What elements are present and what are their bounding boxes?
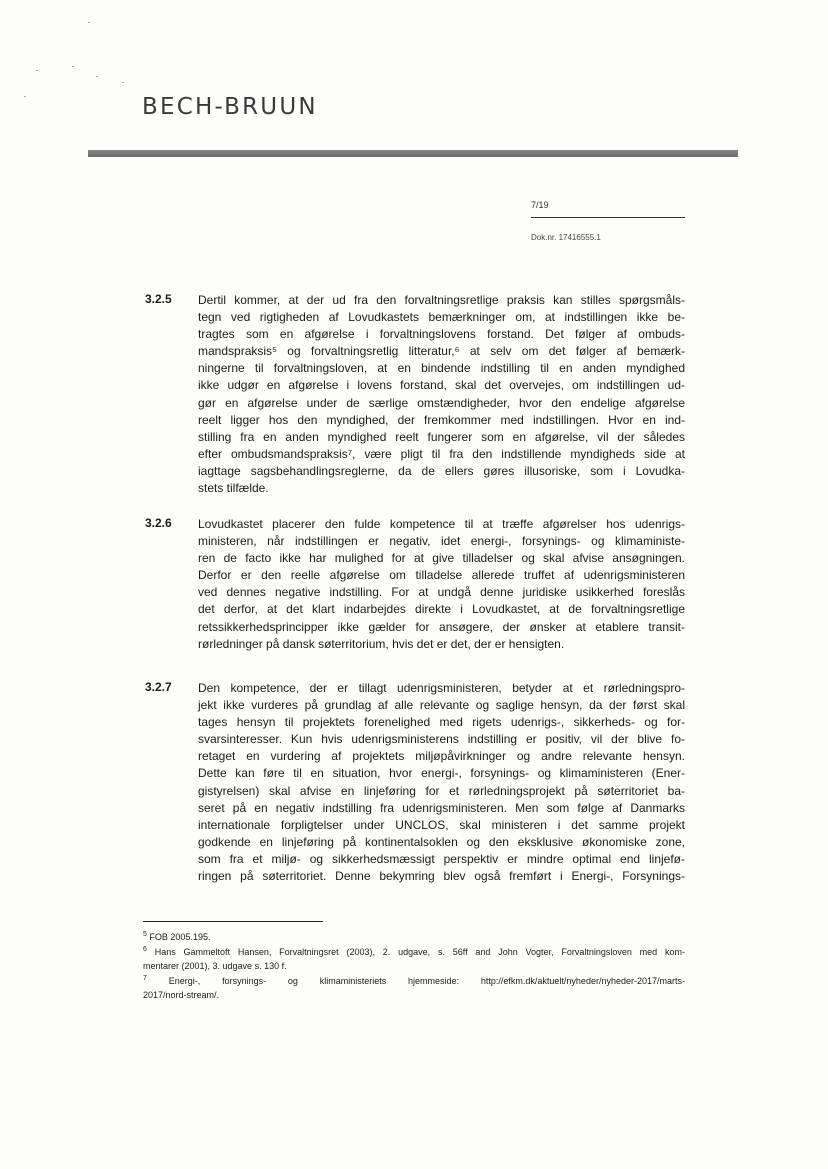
page-number: 7/19 (531, 200, 549, 210)
footnote-text: FOB 2005.195. (149, 932, 211, 942)
text-line: Den kompetence, der er tillagt udenrigsministeren, betyder at et rørledningspro- (198, 681, 685, 695)
text-line: gør en afgørelse under de særlige omstændigheder, hvor den endelige afgørelse (198, 395, 685, 410)
text-line: ministeren, når indstillingen er negativ, idet energi-, forsynings- og klimaministe- (198, 534, 685, 549)
text-line: Derfor er den reelle afgørelse om tilladelse allerede truffet af udenrigsministeren (198, 568, 685, 583)
text-line: tragtes som en afgørelse i forvaltningslovens forstand. Det følger af ombuds- (198, 327, 685, 342)
footnote-5 (143, 930, 685, 945)
scan-speck (72, 66, 74, 67)
text-line: svarsinteresser. Kun hvis udenrigsministerens indstilling er positiv, vil der blive fo- (198, 732, 685, 747)
footnote-text: mentarer (2001), 3. udgave s. 130 f. (143, 961, 287, 972)
section-body (198, 680, 685, 885)
text-line: gistyrelsen) skal afvise en linjeføring for et rørledningsprojekt på søterritoriet ba- (198, 783, 685, 798)
footnote-text: Hans Gammeltoft Hansen, Forvaltningsret (2003), 2. udgave, s. 56ff and John Vogter, Forvaltningsloven med kom- (154, 946, 685, 957)
scan-speck (96, 76, 98, 77)
footnote-separator (143, 921, 323, 922)
text-line: tages hensyn til projektets forenelighed med rigets udenrigs-, sikkerheds- og for- (198, 715, 685, 730)
text-line: det derfor, at det klart indarbejdes direkte i Lovudkastet, at de forvaltningsretlige (198, 602, 685, 617)
text-line: reelt ligger hos den myndighed, der fremkommer med indstillingen. Hvor en ind- (198, 412, 685, 427)
scan-speck (36, 70, 38, 71)
footnote-text: Energi-, forsynings- og klimaministeriets hjemmeside: http://efkm.dk/aktuelt/nyheder/nyheder-2017/marts- (168, 975, 685, 986)
text-line: retssikkerhedsprincipper ikke gælder for ansøgere, der ønsker at etablere transit- (198, 619, 685, 634)
text-line: stets tilfælde. (198, 481, 269, 496)
page-number-rule (531, 217, 685, 218)
text-line: ved dennes negative indstilling. For at undgå denne juridiske usikkerhed foreslås (198, 585, 685, 600)
scan-speck (24, 96, 26, 97)
section-number: 3.2.6 (145, 516, 172, 530)
scan-speck (88, 22, 90, 23)
text-line: ren de facto ikke har mulighed for at give tilladelser og skal afvise ansøgningen. (198, 551, 685, 566)
text-line: som fra et miljø- og sikkerhedsmæssigt perspektiv er mindre optimal end linjefø- (198, 851, 685, 866)
text-line: efter ombudsmandspraksis⁷, være pligt til fra den indstillende myndigheds side at (198, 446, 685, 461)
footnote-text: 2017/nord-stream/. (143, 990, 220, 1001)
text-line: jekt ikke vurderes på grundlag af alle relevante og saglige hensyn, da der først skal (198, 698, 685, 713)
text-line: iagttage sagsbehandlingsreglerne, da de ellers gøres illusoriske, som i Lovudka- (198, 463, 685, 478)
footnote-mark: 7 (143, 974, 147, 982)
text-line: ningerne til forvaltningsloven, at en bindende indstilling til en anden myndighed (198, 361, 685, 376)
footnote-6 (143, 945, 685, 974)
section-number: 3.2.7 (145, 680, 172, 694)
footnotes (143, 930, 685, 1003)
footnote-mark: 5 (143, 931, 147, 938)
text-line: rørledninger på dansk søterritorium, hvis det er det, der er hensigten. (198, 636, 565, 651)
scan-speck (122, 82, 124, 83)
text-line: mandspraksis⁵ og forvaltningsretlig litteratur,⁶ at selv om det følger af bemærk- (198, 344, 685, 359)
text-line: seret på en negativ indstilling fra udenrigsministeren. Men som følge af Danmarks (198, 800, 685, 815)
text-line: Lovudkastet placerer den fulde kompetence til at træffe afgørelser hos udenrigs- (198, 517, 685, 531)
text-line: internationale forpligtelser under UNCLOS, skal ministeren i det samme projekt (198, 817, 685, 832)
header-rule (88, 150, 738, 157)
text-line: tegn ved rigtigheden af Lovudkastets bemærkninger om, at indstillingen ikke be- (198, 310, 685, 325)
footnote-7 (143, 974, 685, 1003)
text-line: Dette kan føre til en situation, hvor energi-, forsynings- og klimaministeren (Ener- (198, 766, 685, 781)
company-logo: BECH-BRUUN (142, 94, 318, 120)
section-number: 3.2.5 (145, 292, 172, 306)
section-body (198, 516, 685, 653)
footnote-mark: 6 (143, 945, 147, 953)
document-number: Dok.nr. 17416555.1 (531, 233, 601, 242)
text-line: godkende en linjeføring på kontinentalsoklen og den eksklusive økonomiske zone, (198, 834, 685, 849)
text-line: Dertil kommer, at der ud fra den forvaltningsretlige praksis kan stilles spørgsmåls- (198, 293, 685, 307)
text-line: retaget en vurdering af projektets miljøpåvirkninger og andre relevante hensyn. (198, 749, 685, 764)
text-line: ikke udgør en afgørelse i lovens forstand, skal det overvejes, om indstillingen ud- (198, 378, 685, 393)
section-body (198, 292, 685, 497)
text-line: stilling fra en anden myndighed reelt fungerer som en afgørelse, vil der således (198, 429, 685, 444)
text-line: ringen på søterritoriet. Denne bekymring blev også fremført i Energi-, Forsynings- (198, 869, 685, 884)
